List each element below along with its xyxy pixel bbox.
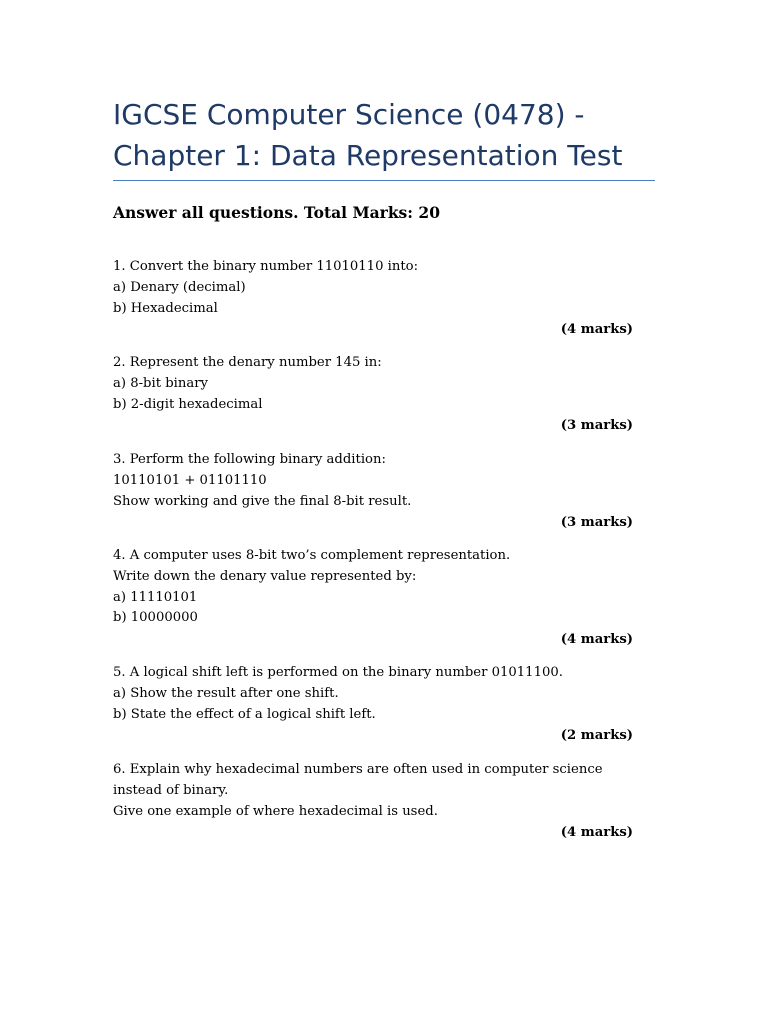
question-2-part-b: b) 2-digit hexadecimal xyxy=(113,396,263,412)
question-3-instruction: Show working and give the final 8-bit result. xyxy=(113,493,412,509)
question-3-marks: (3 marks) xyxy=(560,515,633,531)
question-5-part-a: a) Show the result after one shift. xyxy=(113,685,339,701)
question-4-stem: 4. A computer uses 8-bit two’s complement representation. xyxy=(113,548,511,563)
question-4-part-a: a) 11110101 xyxy=(113,589,198,605)
document-title xyxy=(113,94,673,176)
question-2-marks: (3 marks) xyxy=(560,418,633,434)
question-6-instruction: Give one example of where hexadecimal is used. xyxy=(113,803,438,819)
question-3-expression: 10110101 + 01101110 xyxy=(113,472,267,488)
question-2-stem: 2. Represent the denary number 145 in: xyxy=(113,355,382,370)
question-3 xyxy=(113,450,653,534)
question-6-marks: (4 marks) xyxy=(560,825,633,841)
question-1-part-b: b) Hexadecimal xyxy=(113,300,218,316)
question-5 xyxy=(113,663,653,747)
question-3-stem: 3. Perform the following binary addition: xyxy=(113,452,386,467)
question-1 xyxy=(113,257,653,341)
question-6 xyxy=(113,760,653,844)
title-underline xyxy=(113,180,655,181)
question-1-part-a: a) Denary (decimal) xyxy=(113,279,246,295)
instructions-text: Answer all questions. Total Marks: 20 xyxy=(113,203,440,222)
question-4-part-b: b) 10000000 xyxy=(113,610,198,626)
question-2-part-a: a) 8-bit binary xyxy=(113,375,208,391)
question-2 xyxy=(113,353,653,437)
question-6-stem: 6. Explain why hexadecimal numbers are often used in computer science instead of binary. xyxy=(113,762,603,798)
question-4 xyxy=(113,546,653,651)
title-line-1: IGCSE Computer Science (0478) - xyxy=(113,98,585,131)
question-4-marks: (4 marks) xyxy=(560,632,633,648)
question-5-marks: (2 marks) xyxy=(560,728,633,744)
question-5-stem: 5. A logical shift left is performed on the binary number 01011100. xyxy=(113,665,563,680)
question-1-stem: 1. Convert the binary number 11010110 into: xyxy=(113,259,419,274)
title-line-2: Chapter 1: Data Representation Test xyxy=(113,139,623,172)
question-1-marks: (4 marks) xyxy=(560,322,633,338)
question-4-instruction: Write down the denary value represented by: xyxy=(113,568,417,584)
question-5-part-b: b) State the effect of a logical shift left. xyxy=(113,706,376,722)
